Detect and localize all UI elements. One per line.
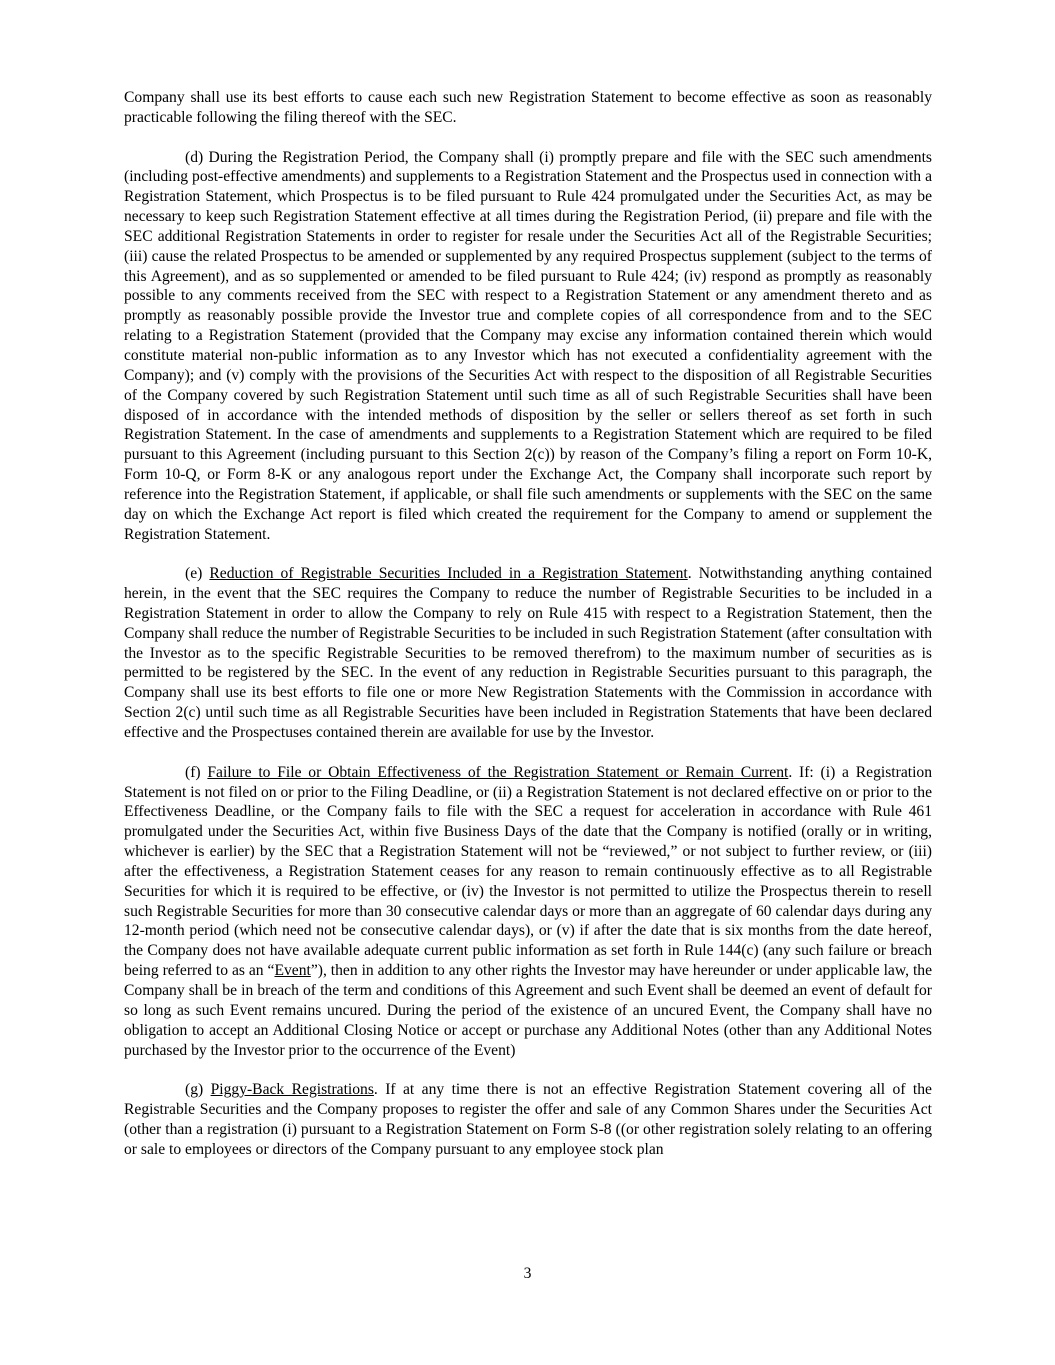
paragraph-g	[124, 1080, 932, 1159]
paragraph-f-defined-term: Event	[274, 962, 311, 980]
paragraph-e-label: (e)	[185, 565, 210, 583]
paragraph-e-body: . Notwithstanding anything contained herein, in the event that the SEC requires the Company to reduce the number of Registrable Securities to be included in a Registration Statement in order to allow the Company to rely on Rule 415 with respect to a Registration Statement, then the Company shall reduce the number of Registrable Securities to be included in such Registration Statement (after consultation with the Investor as to the specific Registrable Securities to be removed therefrom) to the maximum number of securities as is permitted to be registered by the SEC. In the event of any reduction in Registrable Securities pursuant to this paragraph, the Company shall use its best efforts to file one or more New Registration Statements with the Commission in accordance with Section 2(c) until such time as all Registrable Securities have been included in Registration Statements that have been declared effective and the Prospectuses contained therein are available for use by the Investor.	[124, 565, 932, 741]
paragraph-g-heading: Piggy-Back Registrations	[210, 1081, 374, 1099]
paragraph-e-heading: Reduction of Registrable Securities Included in a Registration Statement	[209, 565, 688, 583]
paragraph-f-heading: Failure to File or Obtain Effectiveness of the Registration Statement or Remain Current	[207, 763, 789, 781]
paragraph-f-body-1: . If: (i) a Registration Statement is not filed on or prior to the Filing Deadline, or (ii) a Registration Statement is not declared effective on or prior to the Effectiveness Deadline, or the Company fails to file with the SEC a request for acceleration in accordance with Rule 461 promulgated under the Securities Act, within five Business Days of the date that the Company is notified (orally or in writing, whichever is earlier) by the SEC that a Registration Statement will not be “reviewed,” or not subject to further review, or (iii) after the effectiveness, a Registration Statement ceases for any reason to remain continuously effective as to all Registrable Securities for which it is required to be effective, or (iv) the Investor is not permitted to utilize the Prospectus therein to resell such Registrable Securities for more than 30 consecutive calendar days or more than an aggregate of 60 calendar days during any 12-month period (which need not be consecutive calendar days), or (v) if after the date that is six months from the date hereof, the Company does not have available adequate current public information as set forth in Rule 144(c) (any such failure or breach being referred to as an “	[124, 763, 932, 980]
paragraph-g-label: (g)	[185, 1081, 211, 1099]
paragraph-c-continuation: Company shall use its best efforts to cause each such new Registration Statement to become effective as soon as reasonably practicable following the filing thereof with the SEC.	[124, 89, 932, 126]
paragraph-f	[124, 763, 932, 1061]
paragraph-f-label: (f)	[185, 763, 208, 781]
paragraph-f-body-2: ”), then in addition to any other rights the Investor may have hereunder or under applicable law, the Company shall be in breach of the term and conditions of this Agreement and such Event shall be deemed an event of default for so long as such Event remains uncured. During the period of the existence of an uncured Event, the Company shall have no obligation to accept an Additional Closing Notice or accept or purchase any Additional Notes (other than any Additional Notes purchased by the Investor prior to the occurrence of the Event)	[124, 962, 932, 1059]
page-number: 3	[523, 1265, 532, 1282]
paragraph-d: (d) During the Registration Period, the Company shall (i) promptly prepare and file with the SEC such amendments (including post-effective amendments) and supplements to a Registration Statement and the Prospectus used in connection with a Registration Statement, which Prospectus is to be filed pursuant to Rule 424 promulgated under the Securities Act, as may be necessary to keep such Registration Statement effective at all times during the Registration Period, (ii) prepare and file with the SEC additional Registration Statements in order to register for resale under the Securities Act all of the Registrable Securities; (iii) cause the related Prospectus to be amended or supplemented by any required Prospectus supplement (subject to the terms of this Agreement), and as so supplemented or amended to be filed pursuant to Rule 424; (iv) respond as promptly as reasonably possible to any comments received from the SEC with respect to a Registration Statement or any amendment thereto and as promptly as reasonably possible provide the Investor true and complete copies of all correspondence from and to the SEC relating to a Registration Statement (provided that the Company may excise any information contained therein which would constitute material non-public information as to any Investor which has not executed a confidentiality agreement with the Company); and (v) comply with the provisions of the Securities Act with respect to the disposition of all Registrable Securities of the Company covered by such Registration Statement until such time as all of such Registrable Securities shall have been disposed of in accordance with the intended methods of disposition by the seller or sellers thereof as set forth in such Registration Statement. In the case of amendments and supplements to a Registration Statement which are required to be filed pursuant to this Agreement (including pursuant to this Section 2(c)) by reason of the Company’s filing a report on Form 10-K, Form 10-Q, or Form 8-K or any analogous report under the Exchange Act, the Company shall incorporate such report by reference into the Registration Statement, if applicable, or shall file such amendments or supplements with the SEC on the same day on which the Exchange Act report is filed which created the requirement for the Company to amend or supplement the Registration Statement.	[124, 148, 932, 543]
paragraph-g-body: . If at any time there is not an effective Registration Statement covering all of the Registrable Securities and the Company proposes to register the offer and sale of any Common Shares under the Securities Act (other than a registration (i) pursuant to a Registration Statement on Form S-8 ((or other registration solely relating to an offering or sale to employees or directors of the Company pursuant to any employee stock plan	[124, 1081, 932, 1158]
document-page	[124, 88, 932, 1179]
paragraph-e	[124, 564, 932, 743]
